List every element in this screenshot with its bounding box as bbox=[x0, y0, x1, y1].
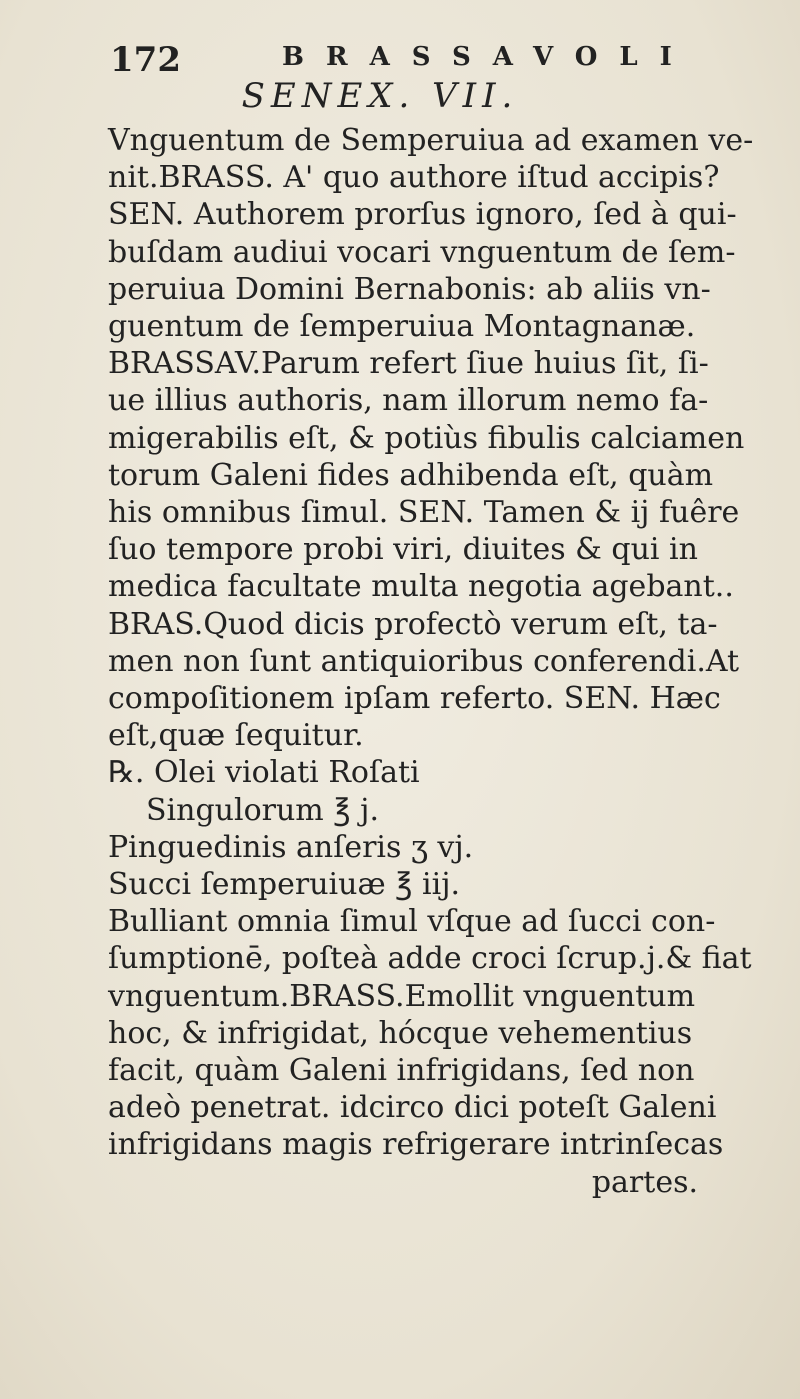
text-line: nit.BRASS. A' quo authore iſtud accipis? bbox=[108, 160, 720, 196]
text-line: adeò penetrat. idcirco dici poteſt Galeni bbox=[108, 1090, 717, 1126]
text-line: SEN. Authorem prorſus ignoro, ſed à qui- bbox=[108, 197, 737, 233]
text-line: Bulliant omnia ſimul vſque ad ſucci con- bbox=[108, 904, 716, 940]
text-line: his omnibus ſimul. SEN. Tamen & ij fuêre bbox=[108, 495, 740, 531]
body-text bbox=[108, 122, 754, 1201]
running-title: BRASSAVOLI bbox=[282, 42, 694, 72]
text-line: men non ſunt antiquioribus conferendi.At bbox=[108, 643, 740, 679]
text-line: ſumptionē, poſteà adde croci ſcrup.j.& fiat bbox=[108, 941, 752, 977]
text-line: infrigidans magis refrigerare intrinſecas bbox=[108, 1127, 724, 1163]
text-line: peruiua Domini Bernabonis: ab aliis vn- bbox=[108, 271, 711, 307]
text-line: guentum de ſemperuiua Montagnanæ. bbox=[108, 309, 696, 345]
text-line: Vnguentum de Semperuiua ad examen ve- bbox=[108, 123, 754, 158]
recipe-line: Succi ſemperuiuæ ℥ iij. bbox=[108, 867, 461, 903]
text-line: eſt,quæ ſequitur. bbox=[108, 718, 364, 754]
text-line: BRASSAV.Parum refert ſiue huius ſit, ſi- bbox=[108, 346, 709, 382]
text-line: medica facultate multa negotia agebant.. bbox=[108, 569, 734, 605]
text-line: migerabilis eſt, & potiùs fibulis calciamen bbox=[108, 420, 745, 456]
text-line: compoſitionem ipſam referto. SEN. Hæc bbox=[108, 681, 721, 717]
text-line: torum Galeni fides adhibenda eſt, quàm bbox=[108, 457, 714, 493]
text-line: ue illius authoris, nam illorum nemo fa- bbox=[108, 383, 709, 419]
section-title: SENEX. VII. bbox=[241, 76, 519, 116]
recipe-line: Singulorum ℥ j. bbox=[146, 792, 379, 828]
page-number: 172 bbox=[110, 40, 181, 80]
text-line: buſdam audiui vocari vnguentum de ſem- bbox=[108, 234, 736, 270]
recipe-line: ℞. Olei violati Roſati bbox=[108, 755, 420, 791]
text-line: BRAS.Quod dicis profectò verum eſt, ta- bbox=[108, 606, 718, 642]
text-line: ſuo tempore probi viri, diuites & qui in bbox=[108, 532, 698, 568]
recipe-line: Pinguedinis anſeris ʒ vj. bbox=[108, 829, 474, 865]
catchword: partes. bbox=[591, 1164, 698, 1200]
text-line: vnguentum.BRASS.Emollit vnguentum bbox=[108, 978, 696, 1014]
text-line: hoc, & infrigidat, hócque vehementius bbox=[108, 1015, 693, 1051]
text-line: facit, quàm Galeni infrigidans, ſed non bbox=[108, 1053, 695, 1089]
